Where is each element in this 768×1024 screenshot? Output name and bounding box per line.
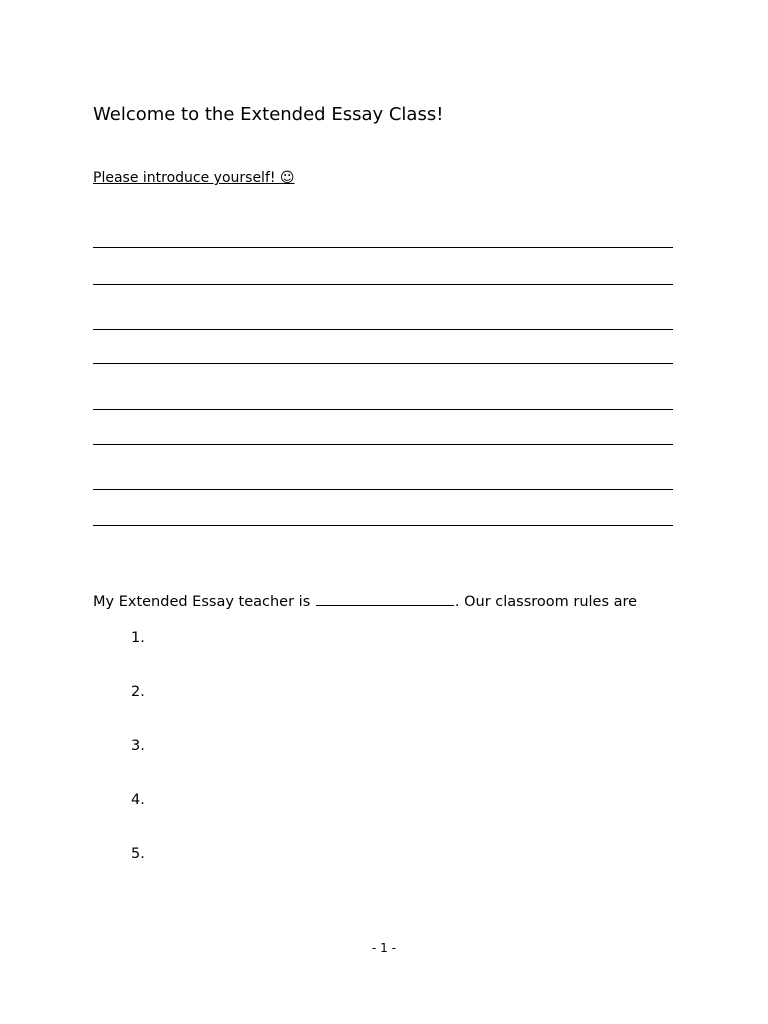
writing-line-5[interactable] — [93, 409, 673, 410]
teacher-name-blank[interactable] — [316, 605, 454, 606]
page-title: Welcome to the Extended Essay Class! — [93, 104, 444, 125]
writing-line-8[interactable] — [93, 525, 673, 526]
writing-line-6[interactable] — [93, 444, 673, 445]
teacher-sentence-end: . Our classroom rules are — [454, 594, 638, 610]
rule-item-3: 3. — [131, 738, 145, 754]
introduce-prompt: Please introduce yourself! ☺ — [93, 170, 295, 186]
rule-item-1: 1. — [131, 630, 145, 646]
rule-item-5: 5. — [131, 846, 145, 862]
writing-line-4[interactable] — [93, 363, 673, 364]
writing-line-1[interactable] — [93, 247, 673, 248]
teacher-sentence — [93, 592, 637, 612]
teacher-sentence-start: My Extended Essay teacher is — [93, 594, 311, 610]
rule-item-2: 2. — [131, 684, 145, 700]
writing-line-2[interactable] — [93, 284, 673, 285]
writing-line-3[interactable] — [93, 329, 673, 330]
writing-line-7[interactable] — [93, 489, 673, 490]
rule-item-4: 4. — [131, 792, 145, 808]
page-number: - 1 - — [372, 941, 396, 955]
